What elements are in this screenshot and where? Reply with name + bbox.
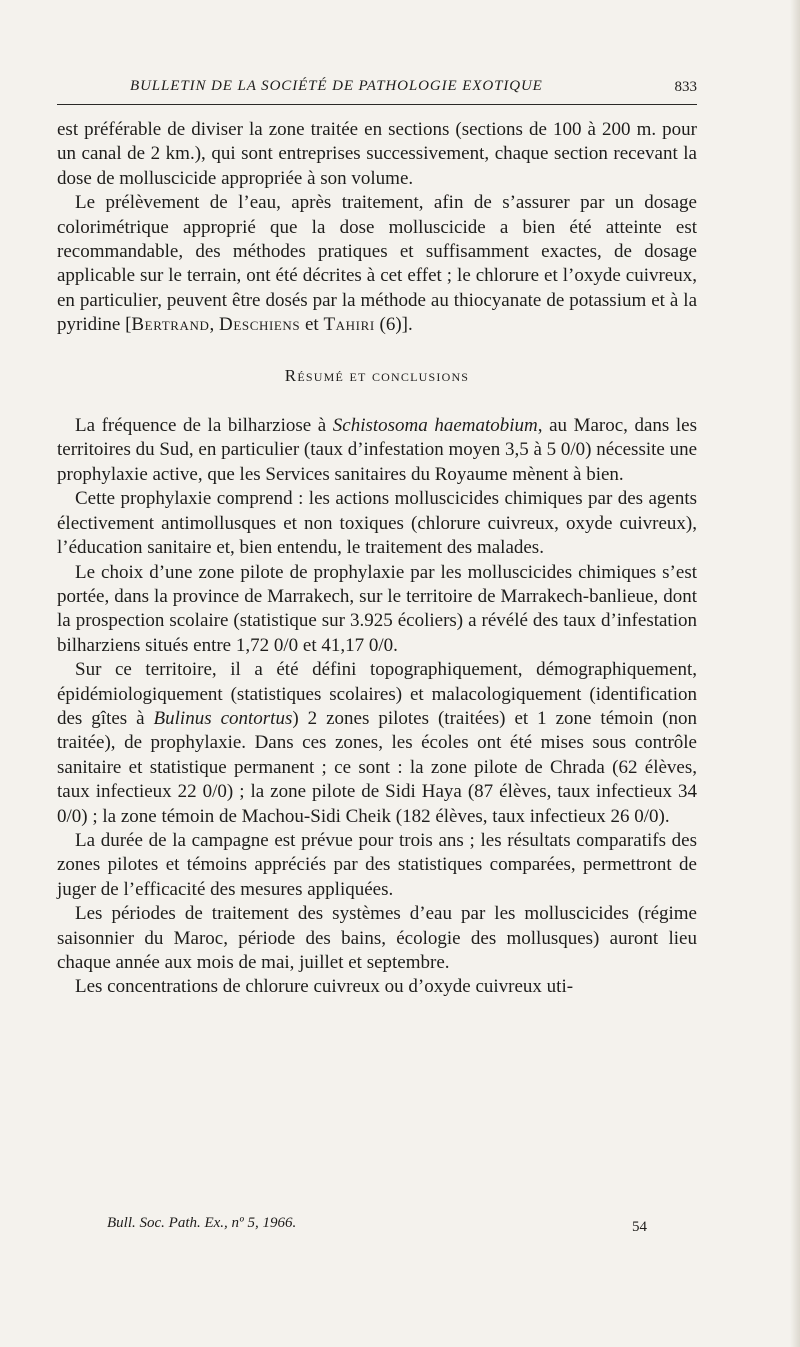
paragraph-text: Sur ce territoire, il a été défini topographiquement, démographiquement, épidémiologiquement (statistiques scolaires) et malacologiquement (identification des gîtes à <box>57 659 697 729</box>
paragraph-territory <box>57 658 697 829</box>
paragraph-pilot-zone: Le choix d’une zone pilote de prophylaxie par les molluscicides chimiques s’est portée, dans la province de Marrakech, sur le territoire de Marrakech-banlieue, dont la prospection scolaire (statistique sur 3.925 écoliers) a révélé des taux d’infestation bilharziens situés entre 1,72 0/0 et 41,17 0/0. <box>57 561 697 656</box>
species-name: Schistosoma haematobium <box>332 415 538 437</box>
author-name: Tahiri <box>323 314 375 336</box>
separator: , <box>209 314 219 336</box>
paragraph-concentrations: Les concentrations de chlorure cuivreux ou d’oxyde cuivreux uti- <box>75 976 574 998</box>
paragraph-frequency <box>57 414 697 487</box>
paragraph-sampling-text: Le prélèvement de l’eau, après traitement, afin de s’assurer par un dosage colorimétrique approprié que la dose molluscicide a bien été atteinte est recommandable, des méthodes pratiques et suffisamment exactes, de dosage applicable sur le terrain, ont été décrites à cet effet ; le chlorure et l’oxyde cuivreux, en particulier, peuvent être dosés par la méthode au thiocyanate de potassium et à la pyridine [ <box>57 192 697 336</box>
paragraph-text: La fréquence de la bilharziose à <box>75 415 333 437</box>
body-text <box>57 118 697 1000</box>
paragraph-campaign-duration: La durée de la campagne est prévue pour trois ans ; les résultats comparatifs des zones pilotes et témoins appréciés par des statistiques comparées, permettront de juger de l’efficacité des mesures appliquées. <box>57 829 697 900</box>
paragraph-continued: est préférable de diviser la zone traitée en sections (sections de 100 à 200 m. pour un canal de 2 km.), qui sont entreprises successivement, chaque section recevant la dose de molluscicide appropriée à son volume. <box>57 119 697 189</box>
journal-citation: Bull. Soc. Path. Ex., nº 5, 1966. <box>107 1215 297 1231</box>
running-title: BULLETIN DE LA SOCIÉTÉ DE PATHOLOGIE EXOTIQUE <box>130 78 543 94</box>
separator: et <box>300 314 324 336</box>
author-name: Bertrand <box>131 314 210 336</box>
species-name: Bulinus contortus <box>153 707 293 729</box>
paragraph-prophylaxis: Cette prophylaxie comprend : les actions molluscicides chimiques par des agents électivement antimollusques et non toxiques (chlorure cuivreux, oxyde cuivreux), l’éducation sanitaire et, bien entendu, le traitement des malades. <box>57 488 697 559</box>
author-name: Deschiens <box>219 314 301 336</box>
running-header <box>57 76 697 105</box>
section-heading: Résumé et conclusions <box>284 365 470 385</box>
paragraph-text: ) 2 zones pilotes (traitées) et 1 zone témoin (non traitée), de prophylaxie. Dans ces zones, les écoles ont été mises sous contrôle sanitaire et statistique permanent ; ce sont : la zone pilote de Chrada (62 élèves, taux infectieux 22 0/0) ; la zone pilote de Sidi Haya (87 élèves, taux infectieux 34 0/0) ; la zone témoin de Machou-Sidi Cheik (182 élèves, taux infectieux 26 0/0). <box>57 707 697 827</box>
page-number: 833 <box>674 79 697 95</box>
reference-number: (6)]. <box>374 314 413 336</box>
page-edge-shadow <box>790 0 800 1347</box>
page-footer <box>107 1215 647 1239</box>
paragraph-treatment-periods: Les périodes de traitement des systèmes d’eau par les molluscicides (régime saisonnier du Maroc, période des bains, écologie des mollusques) auront lieu chaque année aux mois de mai, juillet et septembre. <box>57 903 697 973</box>
paragraph-text: , au Maroc, dans les territoires du Sud, en particulier (taux d’infestation moyen 3,5 à 5 0/0) nécessite une prophylaxie active, que les Services sanitaires du Royaume mènent à bien. <box>57 415 698 485</box>
paragraph-sampling <box>57 191 697 337</box>
signature-mark: 54 <box>632 1219 647 1235</box>
